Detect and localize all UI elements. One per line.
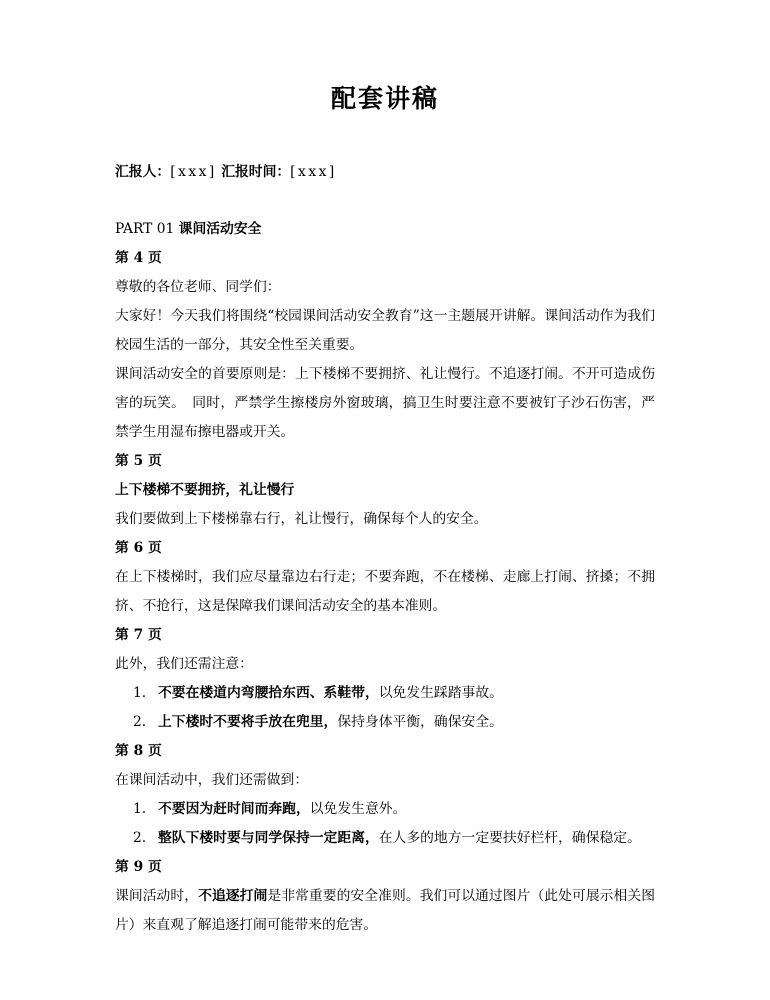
text-run: 此外，我们还需注意： bbox=[115, 656, 253, 672]
document-body bbox=[115, 215, 655, 940]
paragraph bbox=[115, 360, 655, 447]
text-run: 课间活动安全的首要原则是：上下楼梯不要拥挤、礼让慢行。不追逐打闹。不开可造成伤害的玩笑。 同时，严禁学生擦楼房外窗玻璃，搞卫生时要注意不要被钉子沙石伤害，严禁学生用湿布擦电器或开关。 bbox=[115, 366, 655, 440]
paragraph bbox=[115, 766, 655, 795]
bold-text-run: 不要在楼道内弯腰拾东西、系鞋带， bbox=[158, 685, 379, 701]
paragraph bbox=[115, 563, 655, 621]
text-run: 大家好！今天我们将围绕“校园课间活动安全教育”这一主题展开讲解。课间活动作为我们校园生活的一部分，其安全性至关重要。 bbox=[115, 308, 655, 353]
text-run: 以免发生意外。 bbox=[309, 801, 407, 817]
text-run: 以免发生踩踏事故。 bbox=[378, 685, 503, 701]
page-7-heading bbox=[115, 621, 655, 650]
list-item-text bbox=[158, 801, 406, 817]
bold-text-run: 不追逐打闹 bbox=[198, 888, 268, 904]
text-run: 在课间活动中，我们还需做到： bbox=[115, 772, 309, 788]
list-item-number: 2. bbox=[133, 830, 147, 846]
bold-text-run: 第 5 页 bbox=[115, 453, 162, 469]
document-title: 配套讲稿 bbox=[330, 84, 439, 113]
bold-text-run: 第 8 页 bbox=[115, 743, 162, 759]
meta-line bbox=[115, 158, 655, 187]
paragraph bbox=[115, 882, 655, 940]
text-run: 是非常重要的安全准则。我们可以通过图片（此处可展示相关图片）来直观了解追逐打闹可能带来的危害。 bbox=[115, 888, 656, 933]
bold-text-run: 上下楼梯不要拥挤，礼让慢行 bbox=[115, 482, 295, 498]
paragraph bbox=[115, 650, 655, 679]
bold-text-run: 第 6 页 bbox=[115, 540, 162, 556]
bold-text-run: 课间活动安全 bbox=[178, 221, 262, 237]
page-6-heading bbox=[115, 534, 655, 563]
list-item-text bbox=[158, 830, 641, 846]
list-item bbox=[115, 679, 655, 708]
bold-text-run: 汇报人： bbox=[115, 164, 171, 180]
page-5-subtitle bbox=[115, 476, 655, 505]
bold-text-run: 汇报时间： bbox=[221, 164, 291, 180]
list-item bbox=[115, 795, 655, 824]
list-item-number: 1. bbox=[133, 685, 147, 701]
bold-text-run: 不要因为赶时间而奔跑， bbox=[158, 801, 310, 817]
paragraph bbox=[115, 273, 655, 302]
ordered-list bbox=[115, 679, 655, 737]
part-01-heading bbox=[115, 215, 655, 244]
bold-text-run: 整队下楼时要与同学保持一定距离， bbox=[158, 830, 379, 846]
page-9-heading bbox=[115, 853, 655, 882]
ordered-list bbox=[115, 795, 655, 853]
list-item-text bbox=[158, 685, 503, 701]
paragraph bbox=[115, 302, 655, 360]
text-run: 课间活动时， bbox=[115, 888, 199, 904]
list-item-number: 2. bbox=[133, 714, 147, 730]
text-run: PART 01 bbox=[115, 221, 179, 237]
text-run: 在人多的地方一定要扶好栏杆，确保稳定。 bbox=[378, 830, 641, 846]
text-run: 尊敬的各位老师、同学们： bbox=[115, 279, 281, 295]
list-item bbox=[115, 824, 655, 853]
text-run: 保持身体平衡，确保安全。 bbox=[337, 714, 503, 730]
bold-text-run: 上下楼时不要将手放在兜里， bbox=[158, 714, 338, 730]
paragraph bbox=[115, 505, 655, 534]
bold-text-run: 第 9 页 bbox=[115, 859, 162, 875]
page-4-heading bbox=[115, 244, 655, 273]
text-run: [xxx] bbox=[170, 164, 217, 180]
text-run: 我们要做到上下楼梯靠右行，礼让慢行，确保每个人的安全。 bbox=[115, 511, 488, 527]
text-run: 在上下楼梯时，我们应尽量靠边右行走；不要奔跑，不在楼梯、走廊上打闹、挤搡；不拥挤、不抢行，这是保障我们课间活动安全的基本准则。 bbox=[115, 569, 655, 614]
list-item-text bbox=[158, 714, 503, 730]
bold-text-run: 第 7 页 bbox=[115, 627, 162, 643]
page-8-heading bbox=[115, 737, 655, 766]
bold-text-run: 第 4 页 bbox=[115, 250, 162, 266]
text-run: [xxx] bbox=[290, 164, 337, 180]
list-item bbox=[115, 708, 655, 737]
page-5-heading bbox=[115, 447, 655, 476]
list-item-number: 1. bbox=[133, 801, 147, 817]
